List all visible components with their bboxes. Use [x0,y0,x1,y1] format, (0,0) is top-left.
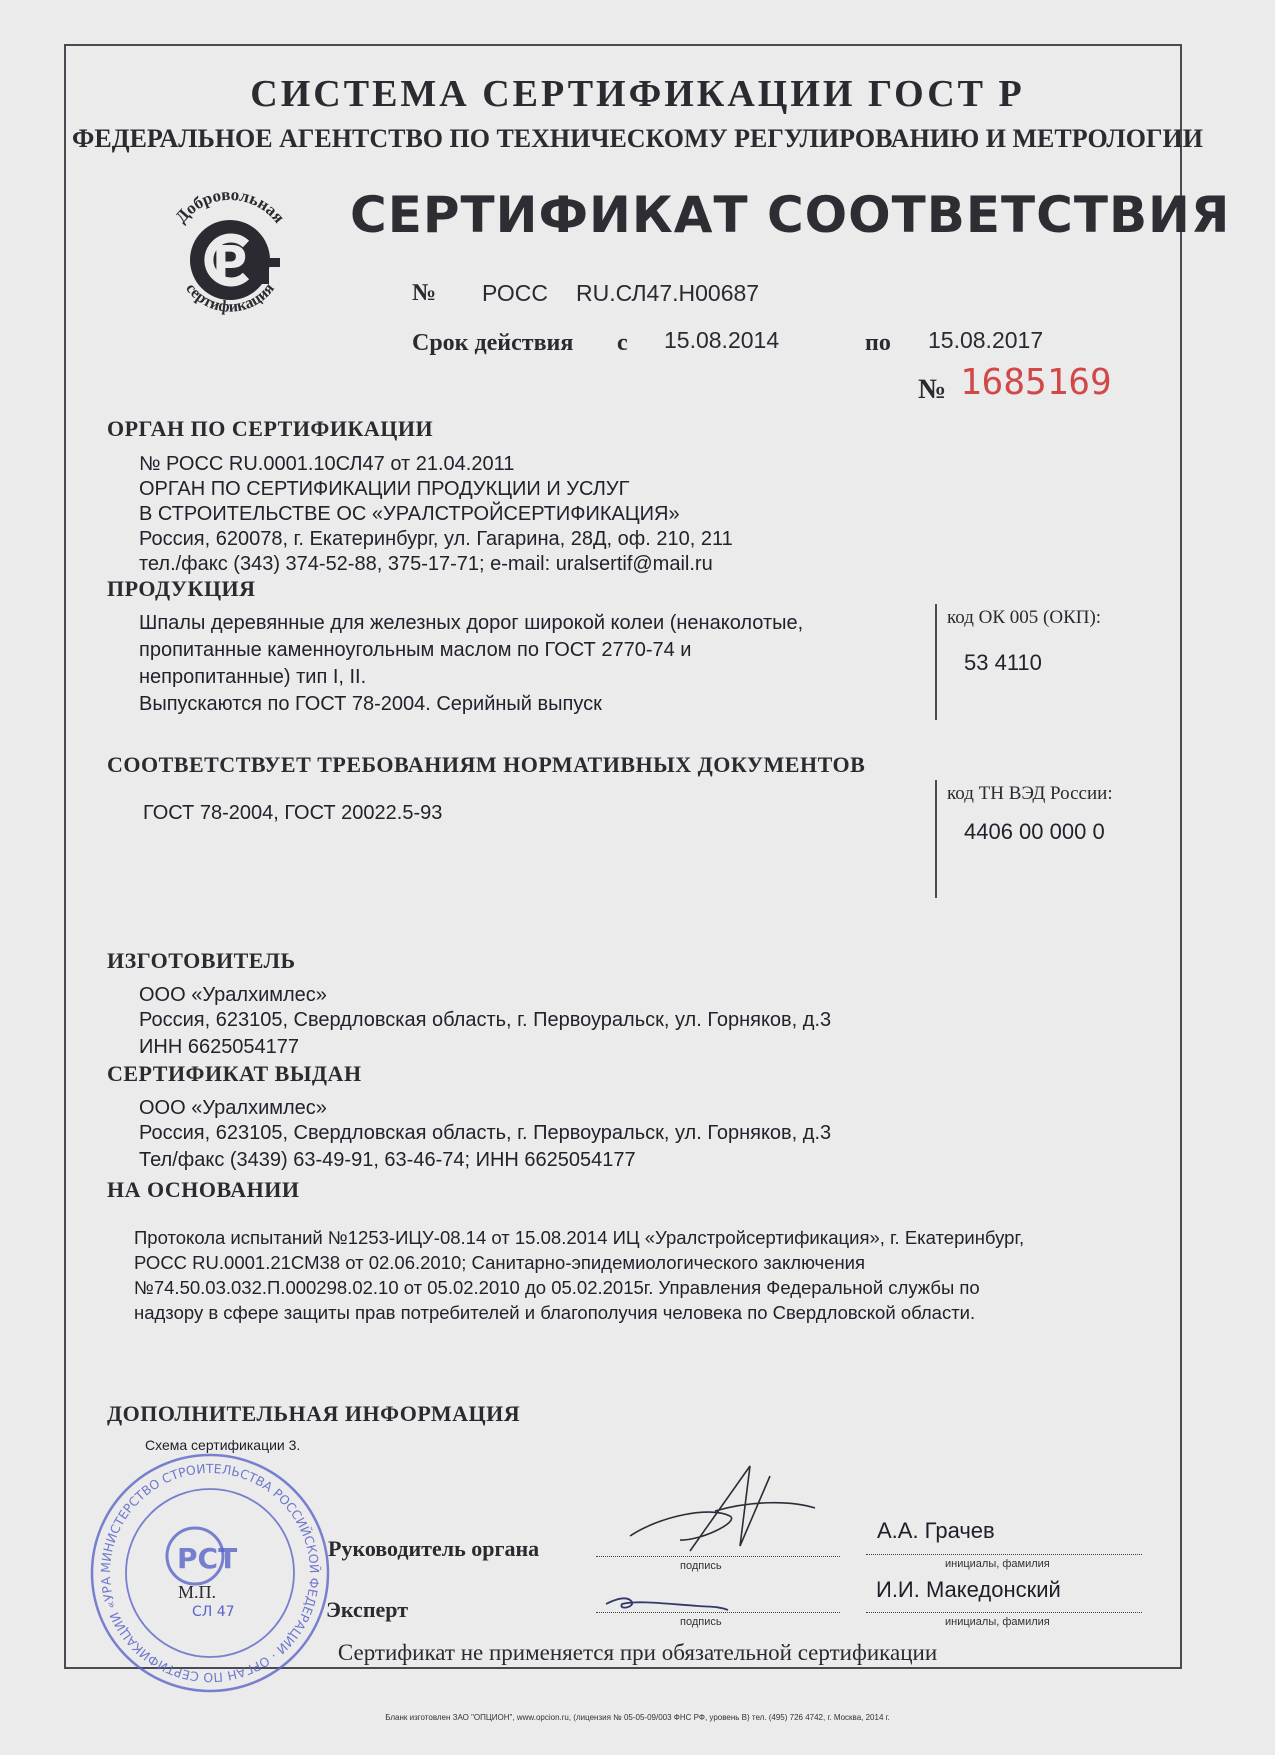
issued-to-heading: СЕРТИФИКАТ ВЫДАН [107,1061,362,1086]
certification-scheme: Схема сертификации 3. [145,1437,301,1453]
okp-code-label: код ОК 005 (ОКП): [947,607,1102,628]
manufacturer-heading: ИЗГОТОВИТЕЛЬ [107,948,296,973]
agency-heading: ФЕДЕРАЛЬНОЕ АГЕНТСТВО ПО ТЕХНИЧЕСКОМУ РЕГУЛИРОВАНИЮ И МЕТРОЛОГИИ [72,124,1203,153]
validity-label: Срок действия [412,330,574,356]
product-line: Шпалы деревянные для железных дорог широкой колеи (ненаколотые, [139,612,804,634]
manufacturer-line: ООО «Уралхимлес» [139,984,327,1006]
svg-text:Добровольная: Добровольная [171,184,289,227]
validity-from-date: 15.08.2014 [664,327,780,353]
certificate-number: RU.СЛ47.Н00687 [576,280,760,306]
certificate-title: СЕРТИФИКАТ СООТВЕТСТВИЯ [350,186,1231,244]
basis-line: Протокола испытаний №1253-ИЦУ-08.14 от 15.08.2014 ИЦ «Уралстройсертификация», г. Екатеринбург, [134,1227,1025,1248]
additional-info-heading: ДОПОЛНИТЕЛЬНАЯ ИНФОРМАЦИЯ [107,1401,521,1426]
tnved-code-label: код ТН ВЭД России: [947,783,1113,804]
head-name: А.А. Грачев [877,1518,995,1543]
tnved-code-box [935,780,937,898]
expert-label: Эксперт [326,1597,409,1622]
basis-heading: НА ОСНОВАНИИ [107,1177,300,1202]
validity-from-label: с [617,330,628,356]
head-signature [620,1456,820,1571]
svg-text:М.П.: М.П. [178,1582,217,1602]
validity-to-label: по [865,330,891,356]
head-signature-caption: подпись [680,1560,722,1572]
svg-text:СЛ 47: СЛ 47 [192,1604,235,1620]
form-footer: Бланк изготовлен ЗАО "ОПЦИОН", www.opcion.ru, (лицензия № 05-05-09/003 ФНС РФ, уровень В) тел. (495) 726 4742, г. Москва, 2014 г. [385,1713,890,1722]
okp-code-value: 53 4110 [964,650,1042,675]
issued-to-line: Тел/факс (3439) 63-49-91, 63-46-74; ИНН 6625054177 [139,1149,636,1171]
basis-line: №74.50.03.032.П.000298.02.10 от 05.02.2010 до 05.02.2015г. Управления Федеральной службы по [134,1277,980,1298]
tnved-code-value: 4406 00 000 0 [964,819,1105,844]
serial-number: 1685169 [960,362,1112,403]
svg-text:РСТ: РСТ [177,1542,238,1575]
certification-body-line: ОРГАН ПО СЕРТИФИКАЦИИ ПРОДУКЦИИ И УСЛУГ [139,478,630,500]
product-line: непропитанные) тип I, II. [139,666,367,688]
certification-body-line: Россия, 620078, г. Екатеринбург, ул. Гагарина, 28Д, оф. 210, 211 [139,528,733,550]
okp-code-box [935,604,937,720]
serial-label: № [918,374,947,405]
product-heading: ПРОДУКЦИЯ [107,576,256,601]
certification-body-line: В СТРОИТЕЛЬСТВЕ ОС «УРАЛСТРОЙСЕРТИФИКАЦИЯ» [139,503,680,525]
issued-to-line: Россия, 623105, Свердловская область, г. Первоуральск, ул. Горняков, д.3 [139,1122,832,1144]
manufacturer-line: Россия, 623105, Свердловская область, г. Первоуральск, ул. Горняков, д.3 [139,1009,832,1031]
expert-signature-caption: подпись [680,1616,722,1628]
certification-body-line: № РОСС RU.0001.10СЛ47 от 21.04.2011 [139,453,515,475]
expert-name: И.И. Македонский [876,1577,1061,1602]
svg-text:сертификация: сертификация [182,280,278,316]
compliance-standards: ГОСТ 78-2004, ГОСТ 20022.5-93 [143,802,443,824]
head-of-body-label: Руководитель органа [328,1536,540,1561]
number-prefix: РОСС [482,280,548,306]
validity-to-date: 15.08.2017 [928,327,1044,353]
issued-to-line: ООО «Уралхимлес» [139,1097,327,1119]
expert-name-line [866,1612,1142,1613]
product-line: пропитанные каменноугольным маслом по ГОСТ 2770-74 и [139,639,692,661]
manufacturer-line: ИНН 6625054177 [139,1036,300,1058]
head-name-caption: инициалы, фамилия [945,1558,1050,1570]
voluntary-certification-logo [150,178,310,338]
voluntary-notice: Сертификат не применяется при обязательной сертификации [337,1640,938,1665]
certification-body-heading: ОРГАН ПО СЕРТИФИКАЦИИ [107,416,434,441]
product-line: Выпускаются по ГОСТ 78-2004. Серийный выпуск [139,693,602,715]
head-name-line [866,1554,1142,1555]
svg-text:МИНИСТЕРСТВО СТРОИТЕЛЬСТВА РОС: МИНИСТЕРСТВО СТРОИТЕЛЬСТВА РОССИЙСКОЙ ФЕДЕРАЦИИ · ОРГАН ПО СЕРТИФИКАЦИИ «УРА [97,1460,323,1686]
svg-text:Р: Р [212,236,248,292]
expert-signature [598,1590,738,1629]
expert-name-caption: инициалы, фамилия [945,1616,1050,1628]
basis-line: РОСС RU.0001.21СМ38 от 02.06.2010; Санитарно-эпидемиологического заключения [134,1252,866,1273]
system-heading: СИСТЕМА СЕРТИФИКАЦИИ ГОСТ Р [250,73,1025,115]
certification-body-line: тел./факс (343) 374-52-88, 375-17-71; e-mail: uralsertif@mail.ru [139,553,713,575]
basis-line: надзору в сфере защиты прав потребителей и благополучия человека по Свердловской области. [134,1302,976,1323]
compliance-heading: СООТВЕТСТВУЕТ ТРЕБОВАНИЯМ НОРМАТИВНЫХ ДОКУМЕНТОВ [107,752,866,777]
number-label: № [412,280,437,306]
